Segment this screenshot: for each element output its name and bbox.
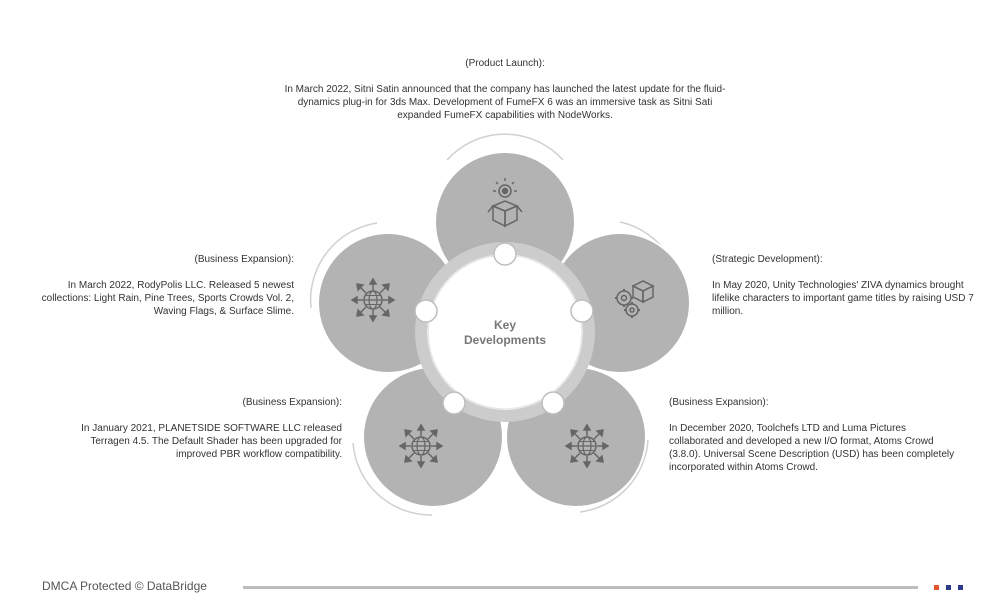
description-strategic-development: In May 2020, Unity Technologies' ZIVA dynamics brought lifelike characters to important game titles by raising USD 7 million. [712, 280, 974, 317]
heading-strategic-development: (Strategic Development): [712, 254, 823, 265]
text-block-product-launch [275, 57, 735, 122]
connector-dot-left [415, 300, 437, 322]
footer-copyright: DMCA Protected © DataBridge [42, 579, 207, 593]
footer-square-2 [946, 585, 951, 590]
center-label [445, 318, 565, 348]
heading-product-launch: (Product Launch): [465, 58, 545, 69]
center-label-line1: Key [493, 318, 516, 332]
text-block-business-expansion-left [22, 253, 294, 318]
globe-arrows-icon-left [352, 279, 394, 321]
footer-square-3 [958, 585, 963, 590]
description-business-expansion-bottom-left: In January 2021, PLANETSIDE SOFTWARE LLC released Terragen 4.5. The Default Shader has been upgraded for improved PBR workflow compatibility. [81, 423, 342, 460]
description-product-launch: In March 2022, Sitni Satin announced that the company has launched the latest update for the fluid-dynamics plug-in for 3ds Max. Development of FumeFX 6 was an immersive task as Sitni Sati expanded FumeFX capabilities with NodeWorks. [284, 84, 726, 121]
heading-business-expansion-bottom-right: (Business Expansion): [669, 397, 769, 408]
center-label-line2: Developments [463, 333, 547, 347]
heading-business-expansion-bottom-left: (Business Expansion): [242, 397, 342, 408]
text-block-business-expansion-bottom-right [669, 396, 959, 474]
text-block-strategic-development [712, 253, 992, 318]
connector-dot-right [571, 300, 593, 322]
footer-square-1 [934, 585, 939, 590]
connector-dot-top [494, 243, 516, 265]
globe-arrows-icon-bottom-right [566, 425, 608, 467]
text-block-business-expansion-bottom-left [62, 396, 342, 461]
footer-divider [243, 586, 918, 589]
description-business-expansion-left: In March 2022, RodyPolis LLC. Released 5 newest collections: Light Rain, Pine Trees, Sports Crowds Vol. 2, Waving Flags, & Surface Slime. [41, 280, 294, 317]
footer [0, 574, 1008, 600]
connector-dot-bottom-right [542, 392, 564, 414]
connector-dot-bottom-left [443, 392, 465, 414]
heading-business-expansion-left: (Business Expansion): [194, 254, 294, 265]
description-business-expansion-bottom-right: In December 2020, Toolchefs LTD and Luma Pictures collaborated and developed a new I/O format, Atoms Crowd (3.8.0). Universal Scene Description (USD) has been completely incorporated within Atoms Crowd. [669, 423, 955, 473]
globe-arrows-icon-bottom-left [400, 425, 442, 467]
